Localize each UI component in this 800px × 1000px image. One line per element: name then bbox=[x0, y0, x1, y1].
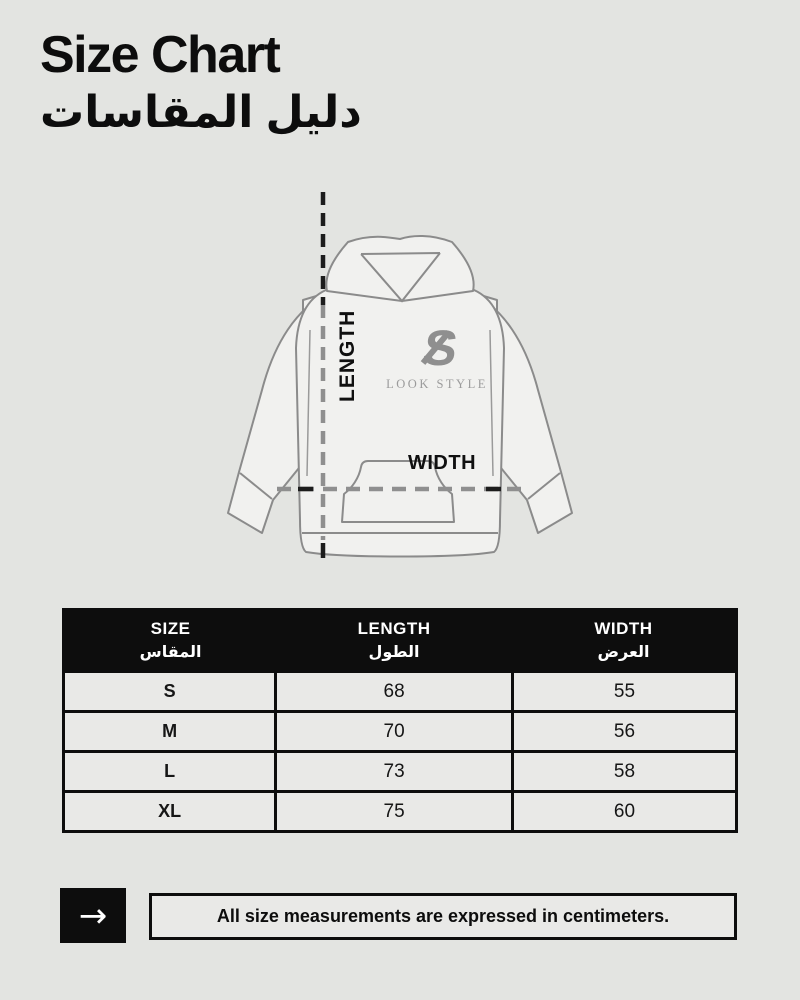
header-length bbox=[276, 619, 512, 662]
header-size bbox=[65, 619, 276, 662]
table-row bbox=[65, 793, 735, 830]
length-cell: 68 bbox=[277, 673, 511, 710]
header-width-en: WIDTH bbox=[594, 619, 653, 638]
header-width-ar: العرض bbox=[597, 644, 650, 661]
page-title-arabic: دليل المقاسات bbox=[40, 87, 362, 137]
measurement-note: All size measurements are expressed in centimeters. bbox=[216, 906, 670, 926]
header-length-en: LENGTH bbox=[357, 619, 431, 638]
size-table-header bbox=[65, 611, 735, 670]
length-cell: 75 bbox=[277, 793, 511, 830]
length-cell: 70 bbox=[277, 713, 511, 750]
width-cell: 55 bbox=[514, 673, 735, 710]
table-row bbox=[65, 713, 735, 750]
brand-monogram: S bbox=[419, 320, 461, 376]
width-cell: 58 bbox=[514, 753, 735, 790]
header-size-ar: المقاس bbox=[139, 644, 202, 661]
size-cell: M bbox=[65, 713, 274, 750]
size-cell: L bbox=[65, 753, 274, 790]
table-row bbox=[65, 753, 735, 790]
page-title-block bbox=[40, 28, 362, 137]
width-cell: 60 bbox=[514, 793, 735, 830]
width-label: WIDTH bbox=[408, 452, 477, 474]
right-arrow-icon: → bbox=[78, 895, 108, 936]
brand-wordmark: LOOK STYLE bbox=[386, 377, 488, 391]
arrow-button[interactable] bbox=[60, 888, 126, 943]
measurement-note-box bbox=[149, 893, 737, 940]
page-title: Size Chart bbox=[40, 26, 280, 84]
size-cell: S bbox=[65, 673, 274, 710]
width-cell: 56 bbox=[514, 713, 735, 750]
size-cell: XL bbox=[65, 793, 274, 830]
size-table bbox=[62, 608, 738, 833]
length-cell: 73 bbox=[277, 753, 511, 790]
table-row bbox=[65, 673, 735, 710]
length-label: LENGTH bbox=[336, 309, 359, 403]
header-size-en: SIZE bbox=[150, 619, 191, 638]
header-width bbox=[512, 619, 735, 662]
hoodie-diagram bbox=[180, 180, 620, 580]
hood bbox=[326, 236, 473, 301]
header-length-ar: الطول bbox=[368, 644, 420, 661]
